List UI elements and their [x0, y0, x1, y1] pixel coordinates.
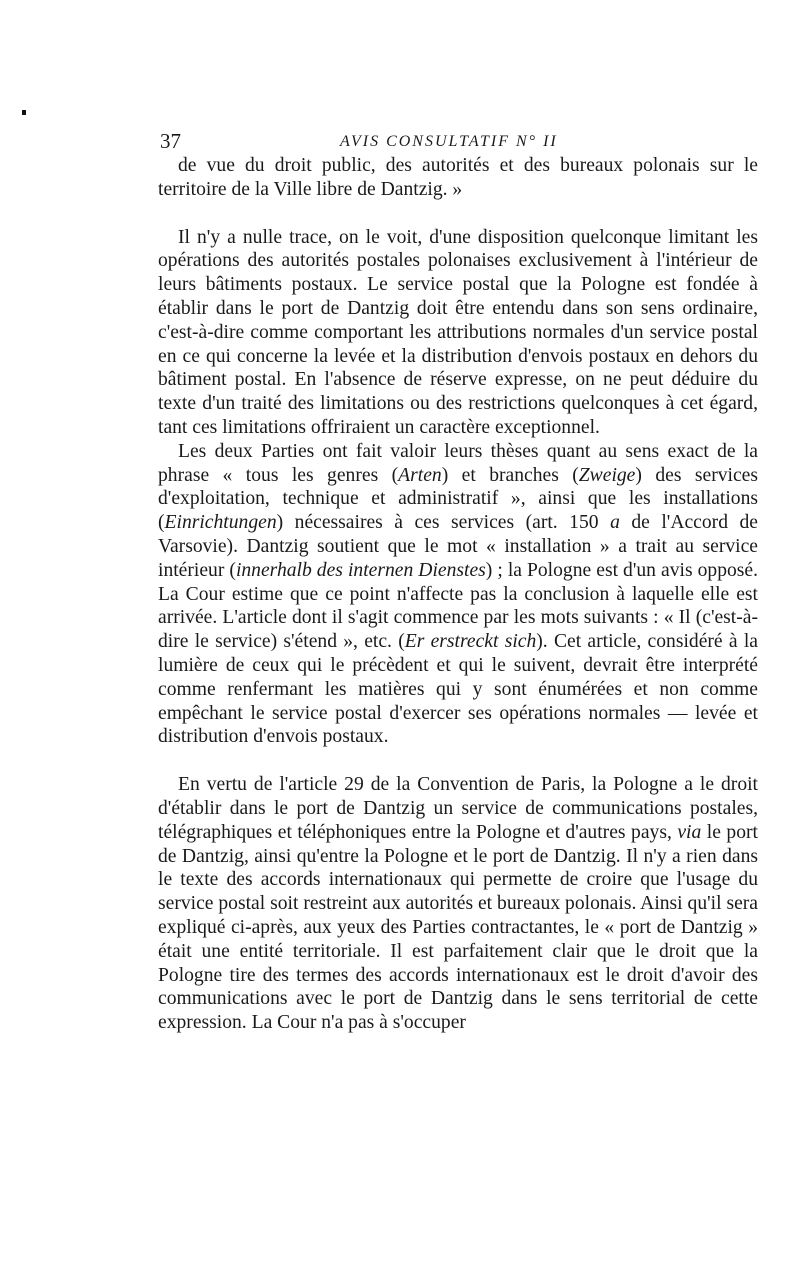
text-segment: En vertu de l'article 29 de la Convention de Paris, la Pologne a le droit d'établir dans le port de Dantzig un service de communications postales, télégraphiques et téléphoniques entre la Pologne et d'autres pays, — [158, 774, 758, 843]
text-segment: ) ; la Pologne est d'un avis opposé. La Cour estime que ce point n'affecte pas la conclusion à laquelle elle est arrivée. L'article dont il s'agit commence par les mots suivants : « Il (c'est-à-dire le service) s'étend », etc. ( — [158, 559, 759, 653]
body-text — [158, 154, 758, 1035]
text-segment: ) nécessaires à ces services (art. 150 — [276, 512, 611, 534]
italic-term: innerhalb des internen Dienstes — [235, 559, 486, 581]
italic-term: via — [677, 821, 702, 843]
text-segment: de l'Accord de Varsovie). Dantzig soutient que le mot « installation » a trait au service intérieur ( — [158, 512, 758, 581]
paragraph-installations — [158, 440, 758, 749]
italic-term: Arten — [398, 464, 442, 486]
italic-term: Einrichtungen — [164, 512, 277, 534]
page-number: 37 — [160, 129, 181, 153]
text-segment: Les deux Parties ont fait valoir leurs thèses quant au sens exact de la phrase « tous les genres ( — [158, 440, 758, 486]
text-segment: Il n'y a nulle trace, on le voit, d'une disposition quelconque limitant les opérations des autorités postales polonaises exclusivement à l'intérieur de leurs bâtiments postaux. Le service postal que la Pologne est fondée à établir dans le port de Dantzig doit être entendu dans son sens ordinaire, c'est-à-dire comme comportant les attributions normales d'un service postal en ce qui concerne la levée et la distribution d'envois postaux en dehors du bâtiment postal. En l'absence de réserve expresse, on ne peut déduire du texte d'un traité des limitations ou des restrictions quelconques à cet égard, tant ces limitations offriraient un caractère exceptionnel. — [158, 226, 758, 438]
running-header — [160, 126, 760, 156]
margin-mark — [22, 110, 26, 115]
text-segment: de vue du droit public, des autorités et des bureaux polonais sur le territoire de la Ville libre de Dantzig. » — [158, 155, 758, 200]
text-segment: ). Cet article, considéré à la lumière de ceux qui le précèdent et qui le suivent, devrait être interprété comme renfermant les matières qui y sont énumérées et non comme empêchant le service postal d'exercer ses opérations normales — levée et distribution d'envois postaux. — [158, 631, 758, 748]
italic-term: a — [610, 512, 620, 534]
paragraph-postal-operations — [158, 226, 758, 440]
italic-term: Er erstreckt sich — [404, 631, 537, 653]
italic-term: Zweige — [578, 464, 636, 486]
text-segment: ) et branches ( — [441, 464, 579, 486]
text-segment: ) des services d'exploitation, technique et administratif », ainsi que les installations ( — [158, 464, 758, 534]
text-segment: le port de Dantzig, ainsi qu'entre la Pologne et le port de Dantzig. Il n'y a rien dans le texte des accords internationaux qui permette de croire que l'usage du service postal soit restreint aux autorités et bureaux polonais. Ainsi qu'il sera expliqué ci-après, aux yeux des Parties contractantes, le « port de Dantzig » était une entité territoriale. Il est parfaitement clair que le droit que la Pologne tire des termes des accords internationaux est le droit d'avoir des communications avec le port de Dantzig dans le sens territorial de cette expression. La Cour n'a pas à s'occuper — [158, 821, 758, 1034]
header-title: AVIS CONSULTATIF N° II — [340, 133, 558, 150]
paragraph-continuation — [158, 154, 758, 202]
paragraph-paris-convention — [158, 773, 758, 1035]
